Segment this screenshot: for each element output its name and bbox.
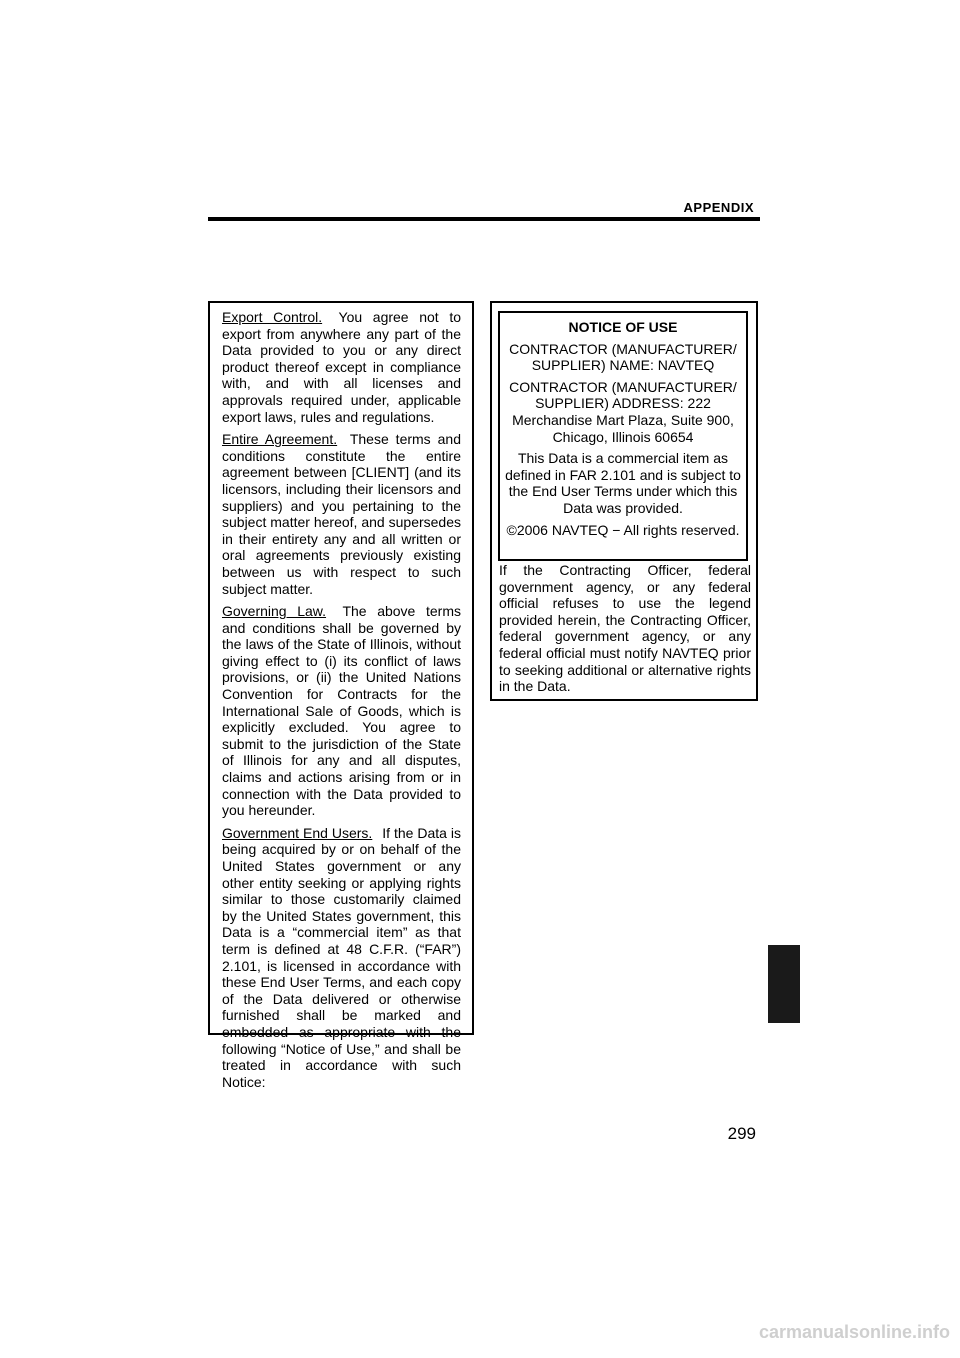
contracting-officer-paragraph: If the Contracting Officer, federal government agency, or any federal official refuses to use the legend provided herein, the Contracting Officer, federal government agency, or any federal official must notify NAVTEQ prior to seeking additional or alternative rights in the Data. — [499, 562, 751, 695]
governing-law-body: The above terms and conditions shall be governed by the laws of the State of Illinois, without giving effect to (i) its conflict of laws provisions, or (ii) the United Nations Convention for Contracts for the International Sale of Goods, which is explicitly excluded. You agree to submit to the jurisdiction of the State of Illinois for any and all disputes, claims and actions arising from or in connection with the Data provided to you hereunder. — [222, 603, 461, 819]
section-label: APPENDIX — [683, 200, 754, 215]
section-tab-marker — [768, 945, 800, 1023]
export-control-body: You agree not to export from anywhere any part of the Data provided to you or any direct product thereof except in compliance with, and with all licenses and approvals required under, applicable export laws, rules and regulations. — [222, 309, 461, 425]
entire-agreement-paragraph — [222, 431, 461, 597]
notice-of-use-box — [498, 311, 748, 561]
contractor-name: CONTRACTOR (MANUFACTURER/ SUPPLIER) NAME: NAVTEQ — [509, 340, 737, 374]
governing-law-heading: Governing Law. — [222, 603, 327, 620]
government-end-users-heading: Government End Users. — [222, 824, 373, 841]
export-control-paragraph — [222, 309, 461, 425]
watermark: carmanualsonline.info — [758, 1322, 950, 1342]
contractor-address: CONTRACTOR (MANUFACTURER/ SUPPLIER) ADDRESS: 222 Merchandise Mart Plaza, Suite 900, Chicago, Illinois 60654 — [509, 378, 737, 445]
copyright-notice: ©2006 NAVTEQ − All rights reserved. — [506, 521, 740, 538]
header-rule — [208, 217, 760, 221]
notice-container — [490, 301, 758, 701]
entire-agreement-heading: Entire Agreement. — [222, 431, 338, 448]
government-end-users-body: If the Data is being acquired by or on behalf of the United States government or any other entity seeking or applying rights similar to those customarily claimed by the United States government, this Data is a “commercial item” as that term is defined at 48 C.F.R. (“FAR”) 2.101, is licensed in accordance with these End User Terms, and each copy of the Data delivered or otherwise furnished shall be marked and embedded as appropriate with the following “Notice of Use,” and shall be treated in accordance with such Notice: — [222, 824, 462, 1090]
entire-agreement-body: These terms and conditions constitute the entire agreement between [CLIENT] (and its licensors, including their licensors and suppliers) and you pertaining to the subject matter hereof, and supersedes in their entirety any and all written or oral agreements previously existing between us with respect to such subject matter. — [222, 431, 461, 597]
notice-title: NOTICE OF USE — [568, 319, 678, 335]
page-number: 299 — [727, 1124, 756, 1143]
export-control-heading: Export Control. — [222, 309, 323, 325]
governing-law-paragraph — [222, 603, 461, 819]
commercial-item-statement: This Data is a commercial item as defined in FAR 2.101 and is subject to the End User Terms under which this Data was provided. — [505, 450, 741, 516]
government-end-users-paragraph — [222, 825, 461, 1091]
terms-box — [208, 301, 474, 1090]
